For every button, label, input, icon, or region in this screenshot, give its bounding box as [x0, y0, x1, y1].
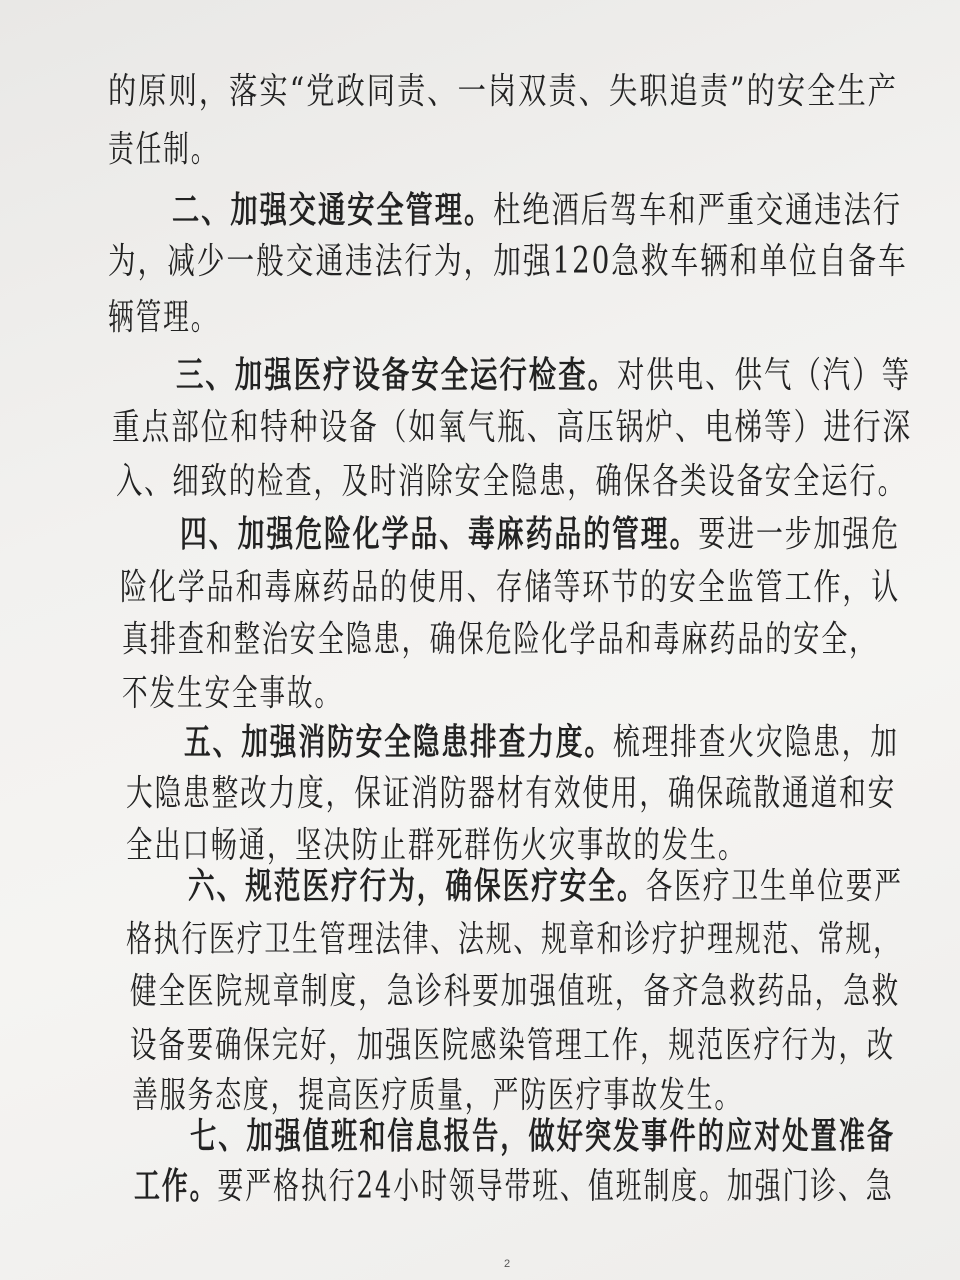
text-line [130, 1024, 895, 1068]
text-line [190, 1114, 895, 1159]
body-text: 入、细致的检查，及时消除安全隐患，确保各类设备安全运行。 [116, 461, 906, 502]
body-text: 善服务态度，提高医疗质量，严防医疗事故发生。 [132, 1075, 743, 1116]
body-text: 不发生安全事故。 [122, 673, 342, 714]
text-line [130, 970, 900, 1014]
text-line [122, 618, 877, 662]
body-text: 设备要确保完好，加强医院感染管理工作，规范医疗行为，改 [130, 1025, 896, 1066]
body-text: 重点部位和特种设备（如氧气瓶、高压锅炉、电梯等）进行深 [112, 407, 913, 448]
body-text: 的原则，落实“党政同责、一岗双责、失职追责”的安全生产 [108, 71, 899, 112]
text-line [126, 918, 901, 962]
text-line [126, 772, 896, 816]
page-number: 2 [504, 1258, 511, 1270]
text-line [108, 240, 908, 284]
text-line [180, 512, 900, 557]
text-line [108, 70, 898, 114]
section-heading: 六、规范医疗行为，确保医疗安全。 [188, 865, 646, 907]
section-heading: 五、加强消防安全隐患排查力度。 [184, 721, 614, 763]
body-text: 险化学品和毒麻药品的使用、存储等环节的安全监管工作，认 [120, 567, 901, 608]
body-text: 责任制。 [108, 129, 219, 170]
body-text: 格执行医疗卫生管理法律、法规、规章和诊疗护理规范、常规， [126, 919, 901, 960]
body-text: 全出口畅通，坚决防止群死群伤火灾事故的发生。 [126, 825, 747, 866]
text-line [172, 188, 902, 233]
body-text: 梳理排查火灾隐患，加 [613, 722, 900, 763]
section-heading: 二、加强交通安全管理。 [172, 189, 494, 231]
text-line [132, 1074, 742, 1118]
text-line [176, 353, 911, 398]
body-text: 大隐患整改力度，保证消防器材有效使用，确保疏散通道和安 [126, 773, 897, 814]
text-line [120, 566, 900, 610]
body-text: 健全医院规章制度，急诊科要加强值班，备齐急救药品，急救 [130, 971, 901, 1012]
body-text: 为，减少一般交通违法行为，加强120急救车辆和单位自备车 [108, 241, 908, 282]
text-line [126, 824, 746, 868]
body-text: 真排查和整治安全隐患，确保危险化学品和毒麻药品的安全， [122, 619, 878, 660]
text-line [112, 406, 912, 450]
body-text: 对供电、供气（汽）等 [617, 355, 912, 396]
body-text: 杜绝酒后驾车和严重交通违法行 [493, 190, 903, 231]
section-heading: 三、加强医疗设备安全运行检查。 [176, 354, 618, 396]
body-text: 要进一步加强危 [698, 514, 901, 555]
section-heading: 七、加强值班和信息报告，做好突发事件的应对处置准备 [190, 1115, 896, 1157]
section-heading: 四、加强危险化学品、毒麻药品的管理。 [180, 513, 699, 555]
text-line [108, 128, 218, 172]
text-line [116, 460, 906, 504]
text-line [122, 672, 342, 716]
section-heading: 工作。 [134, 1165, 218, 1207]
text-line [134, 1164, 894, 1209]
body-text: 要严格执行24小时领导带班、值班制度。加强门诊、急 [217, 1166, 894, 1207]
body-text: 辆管理。 [108, 297, 219, 338]
body-text: 各医疗卫生单位要严 [645, 866, 904, 907]
text-line [184, 720, 899, 765]
text-line [108, 296, 218, 340]
text-line [188, 864, 903, 909]
